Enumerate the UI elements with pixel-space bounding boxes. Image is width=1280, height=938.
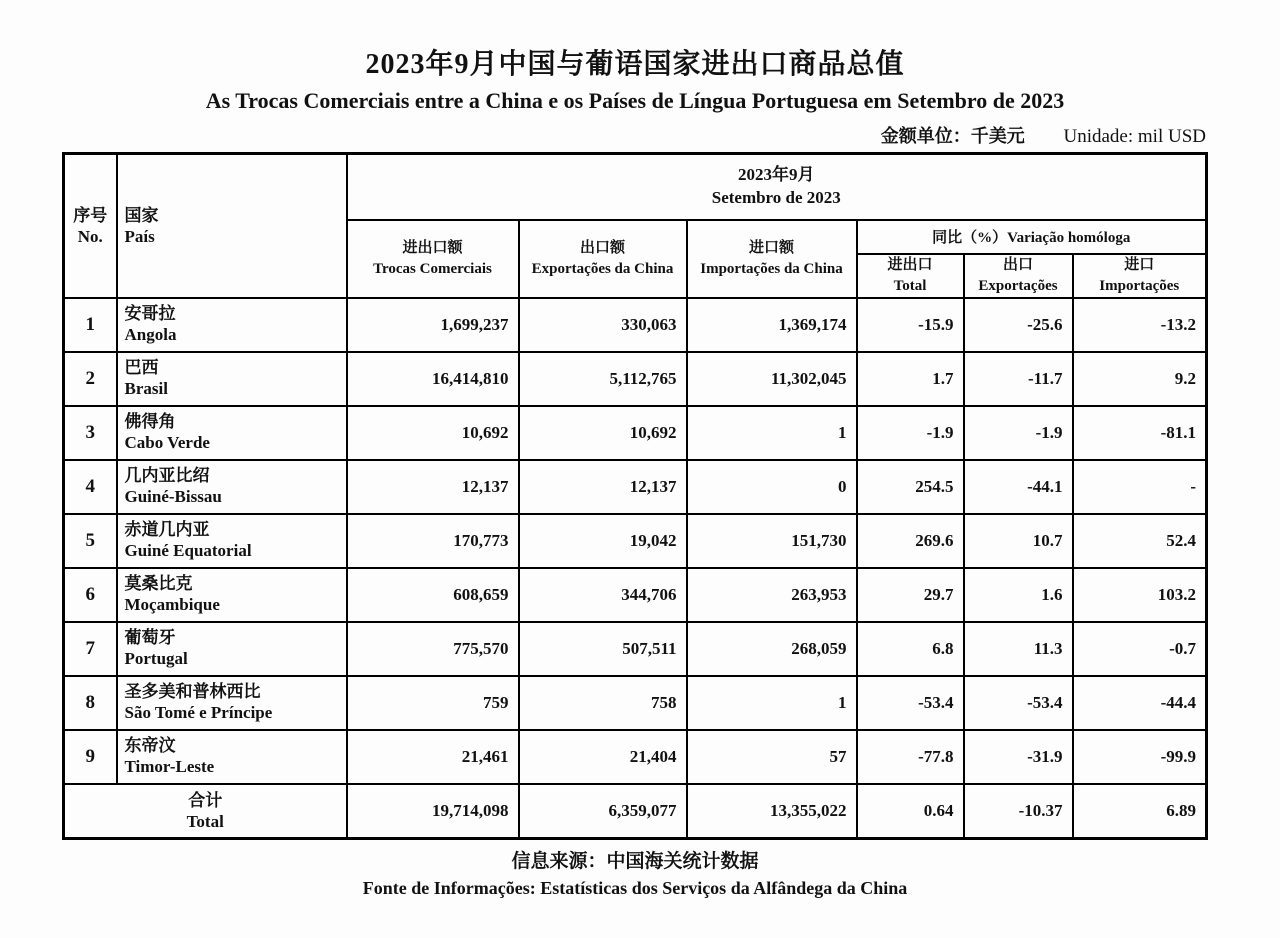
page-title-pt: As Trocas Comerciais entre a China e os Países de Língua Portuguesa em Setembro de 2023 [205,88,1065,113]
table-row [64,514,1207,568]
yoy-imports-value: -0.7 [1073,622,1207,676]
country-name-pt: Guiné-Bissau [124,486,222,506]
country-name-pt: Cabo Verde [124,432,210,452]
header-yoy-total-zh: 进出口 [887,256,933,273]
yoy-imports-value: 9.2 [1073,352,1207,406]
header-exports-zh: 出口额 [579,240,625,257]
yoy-exports-value: -53.4 [964,676,1073,730]
country-name-pt: Brasil [124,378,168,398]
table-row [64,622,1207,676]
imports-value: 1,369,174 [687,298,857,352]
exports-value: 19,042 [519,514,687,568]
trade-value: 12,137 [347,460,519,514]
yoy-total-value: 1.7 [857,352,964,406]
total-yoy-total-value: 0.64 [857,784,964,839]
yoy-exports-value: 1.6 [964,568,1073,622]
country-name-zh: 佛得角 [124,411,176,431]
header-yoy-imports-pt: Importações [1099,277,1180,294]
table-row [64,676,1207,730]
row-number: 9 [64,730,117,784]
table-body [64,298,1207,784]
country-name-zh: 赤道几内亚 [124,519,210,539]
yoy-exports-value: -31.9 [964,730,1073,784]
header-imports-zh: 进口额 [748,240,794,257]
country-cell [117,460,347,514]
total-label-pt: Total [186,811,224,831]
total-label [64,784,347,839]
country-cell [117,514,347,568]
header-trade [347,220,519,298]
total-exports-value: 6,359,077 [519,784,687,839]
total-yoy-exports-value: -10.37 [964,784,1073,839]
table-row [64,298,1207,352]
country-cell [117,730,347,784]
row-number: 7 [64,622,117,676]
trade-value: 1,699,237 [347,298,519,352]
table-row [64,568,1207,622]
table-row [64,352,1207,406]
header-yoy-imports-zh: 进口 [1124,256,1155,273]
country-name-pt: Portugal [124,648,188,668]
trade-value: 10,692 [347,406,519,460]
page-title-zh: 2023年9月中国与葡语国家进出口商品总值 [365,49,905,80]
total-yoy-imports-value: 6.89 [1073,784,1207,839]
row-number: 2 [64,352,117,406]
yoy-imports-value: -81.1 [1073,406,1207,460]
yoy-total-value: 6.8 [857,622,964,676]
trade-value: 608,659 [347,568,519,622]
header-yoy-imports [1073,254,1207,298]
yoy-total-value: -77.8 [857,730,964,784]
country-name-zh: 莫桑比克 [124,573,193,593]
imports-value: 1 [687,676,857,730]
country-name-pt: São Tomé e Príncipe [124,702,273,722]
exports-value: 344,706 [519,568,687,622]
country-cell [117,622,347,676]
source-note-zh: 信息来源：中国海关统计数据 [511,851,759,872]
yoy-total-value: -15.9 [857,298,964,352]
header-country [117,154,347,298]
total-row [64,784,1207,839]
table-row [64,730,1207,784]
yoy-imports-value: - [1073,460,1207,514]
exports-value: 5,112,765 [519,352,687,406]
country-name-pt: Timor-Leste [124,756,215,776]
exports-value: 12,137 [519,460,687,514]
header-trade-pt: Trocas Comerciais [373,260,492,277]
header-yoy-exports [964,254,1073,298]
country-cell [117,676,347,730]
trade-value: 775,570 [347,622,519,676]
yoy-total-value: 29.7 [857,568,964,622]
yoy-total-value: -53.4 [857,676,964,730]
header-country-zh: 国家 [124,205,159,225]
country-name-zh: 圣多美和普林西比 [124,681,261,701]
unit-note-pt: Unidade: mil USD [1063,126,1206,147]
yoy-imports-value: -13.2 [1073,298,1207,352]
country-name-zh: 巴西 [124,357,159,377]
trade-statistics-table [62,152,1208,840]
trade-value: 170,773 [347,514,519,568]
yoy-exports-value: -11.7 [964,352,1073,406]
header-imports [687,220,857,298]
unit-note-zh: 金额单位：千美元 [880,126,1025,146]
header-yoy-exports-zh: 出口 [1002,256,1033,273]
yoy-exports-value: -1.9 [964,406,1073,460]
country-name-pt: Guiné Equatorial [124,540,252,560]
country-name-pt: Moçambique [124,594,220,614]
row-number: 3 [64,406,117,460]
exports-value: 330,063 [519,298,687,352]
row-number: 6 [64,568,117,622]
country-name-zh: 葡萄牙 [124,627,176,647]
header-yoy-total [857,254,964,298]
country-cell [117,568,347,622]
trade-value: 16,414,810 [347,352,519,406]
header-trade-zh: 进出口额 [402,240,463,257]
yoy-total-value: 269.6 [857,514,964,568]
imports-value: 268,059 [687,622,857,676]
yoy-imports-value: 52.4 [1073,514,1207,568]
row-number: 4 [64,460,117,514]
trade-value: 21,461 [347,730,519,784]
country-cell [117,352,347,406]
exports-value: 10,692 [519,406,687,460]
yoy-total-value: -1.9 [857,406,964,460]
imports-value: 151,730 [687,514,857,568]
header-no-pt: No. [77,226,103,246]
header-period-zh: 2023年9月 [738,164,815,184]
exports-value: 21,404 [519,730,687,784]
yoy-exports-value: -44.1 [964,460,1073,514]
table-row [64,460,1207,514]
country-cell [117,406,347,460]
imports-value: 0 [687,460,857,514]
trade-value: 759 [347,676,519,730]
header-imports-pt: Importações da China [700,260,843,277]
total-label-zh: 合计 [188,790,223,810]
row-number: 8 [64,676,117,730]
table-row [64,406,1207,460]
header-yoy-exports-pt: Exportações [978,277,1058,294]
header-period [347,154,1207,220]
yoy-total-value: 254.5 [857,460,964,514]
header-country-pt: País [124,226,155,246]
total-trade-value: 19,714,098 [347,784,519,839]
imports-value: 11,302,045 [687,352,857,406]
header-no-zh: 序号 [73,205,108,225]
country-cell [117,298,347,352]
total-imports-value: 13,355,022 [687,784,857,839]
header-yoy-total-pt: Total [893,277,927,294]
yoy-imports-value: 103.2 [1073,568,1207,622]
yoy-exports-value: 11.3 [964,622,1073,676]
header-no [64,154,117,298]
header-period-pt: Setembro de 2023 [711,187,841,207]
imports-value: 263,953 [687,568,857,622]
header-exports [519,220,687,298]
header-exports-pt: Exportações da China [531,260,674,277]
yoy-imports-value: -44.4 [1073,676,1207,730]
source-note-pt: Fonte de Informações: Estatísticas dos Serviços da Alfândega da China [362,878,908,898]
table-header [64,154,1207,298]
table-footer [64,784,1207,839]
yoy-exports-value: 10.7 [964,514,1073,568]
exports-value: 507,511 [519,622,687,676]
yoy-imports-value: -99.9 [1073,730,1207,784]
country-name-zh: 东帝汶 [124,735,176,755]
country-name-zh: 几内亚比绍 [124,465,210,485]
row-number: 1 [64,298,117,352]
imports-value: 1 [687,406,857,460]
country-name-pt: Angola [124,324,177,344]
exports-value: 758 [519,676,687,730]
country-name-zh: 安哥拉 [124,303,176,323]
row-number: 5 [64,514,117,568]
imports-value: 57 [687,730,857,784]
header-yoy: 同比（%）Variação homóloga [857,220,1207,254]
yoy-exports-value: -25.6 [964,298,1073,352]
unit-note [881,122,1206,148]
